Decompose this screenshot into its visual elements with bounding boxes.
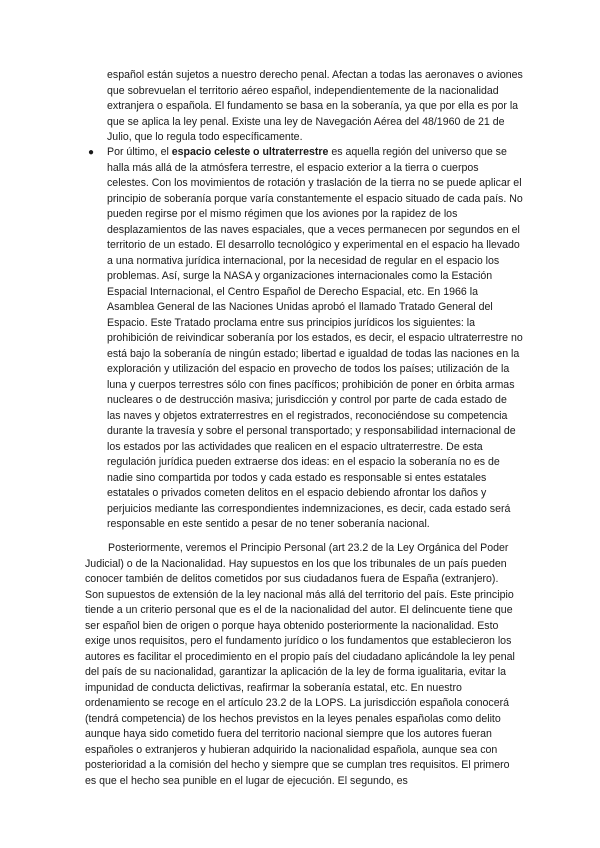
bullet-space-term: espacio celeste o ultraterrestre	[171, 146, 329, 158]
bullet-continuation	[107, 68, 523, 146]
bullet-item-space	[87, 145, 523, 533]
bullet-icon: ●	[87, 147, 95, 158]
paragraph-personal-principle	[85, 541, 518, 789]
bullet-space-text	[107, 145, 523, 533]
bullet-space-body: es aquella región del universo que se halla más allá de la atmósfera terrestre, el espacio exterior a la tierra o cuerpos celestes. Con los movimientos de rotación y traslación de la tierra no se puede aplicar el principio de soberanía porque varía constantemente el espacio situado de cada país. No pueden regirse por el mismo régimen que los aviones por la rapidez de los desplazamientos de las naves espaciales, que a veces permanecen por segundos en el territorio de un estado. El desarrollo tecnológico y experimental en el espacio ha llevado a una normativa jurídica internacional, por la necesidad de regular en el espacio los problemas. Así, surge la NASA y organizaciones internacionales como la Estación Espacial Internacional, el Centro Español de Derecho Espacial, etc. En 1966 la Asamblea General de las Naciones Unidas aprobó el llamado Tratado General del Espacio. Este Tratado proclama entre sus principios jurídicos los siguientes: la prohibición de reivindicar soberanía por los estados, es decir, el espacio ultraterrestre no está bajo la soberanía de ningún estado; libertad e igualdad de todas las naciones en la exploración y utilización del espacio en provecho de todos los países; utilización de la luna y cuerpos terrestres sólo con fines pacíficos; prohibición de poner en órbita armas nucleares o de destrucción masiva; jurisdicción y control por parte de cada estado de las naves y objetos extraterrestres en el registrados, reconociéndose su competencia durante la travesía y sobre el personal transportado; y responsabilidad internacional de los estados por las actividades que realicen en el espacio ultraterrestre. De esta regulación jurídica pueden extraerse dos ideas: en el espacio la soberanía no es de nadie sino compartida por todos y cada estado es responsable si entes estatales estatales o privados cometen delitos en el espacio debiendo afrontar los daños y perjuicios mediante las correspondientes indemnizaciones, es decir, cada estado será responsable en este sentido a pesar de no tener soberanía nacional.	[107, 146, 523, 530]
bullet-continuation-text: español están sujetos a nuestro derecho penal. Afectan a todas las aeronaves o aviones que sobrevuelan el territorio aéreo español, independientemente de la nacionalidad extranjera o española. El fundamento se basa en la soberanía, ya que por ella es por la que se aplica la ley penal. Existe una ley de Navegación Aérea del 48/1960 de 21 de Julio, que lo regula todo específicamente.	[107, 69, 523, 143]
paragraph-personal-text: Posteriormente, veremos el Principio Personal (art 23.2 de la Ley Orgánica del Poder Judicial) o de la Nacionalidad. Hay supuestos en los que los tribunales de un país pueden conocer también de delitos cometidos por sus ciudadanos fuera de España (extranjero). Son supuestos de extensión de la ley nacional más allá del territorio del país. Este principio tiende a un criterio personal que es el de la nacionalidad del autor. El delincuente tiene que ser español bien de origen o porque haya obtenido posteriormente la nacionalidad. Esto exige unos requisitos, pero el fundamento jurídico o los fundamentos que establecieron los autores es facilitar el procedimiento en el propio país del ciudadano aplicándole la ley penal del país de su nacionalidad, garantizar la aplicación de la ley de forma igualitaria, evitar la impunidad de conducta delictivas, reafirmar la soberanía estatal, etc. En nuestro ordenamiento se recoge en el artículo 23.2 de la LOPS. La jurisdicción española conocerá (tendrá competencia) de los hechos previstos en la leyes penales españolas como delito aunque haya sido cometido fuera del territorio nacional siempre que los autores fueran españoles o extranjeros y hubieran adquirido la nacionalidad española, aunque sea con posterioridad a la comisión del hecho y siempre que se cumplan tres requisitos. El primero es que el hecho sea punible en el lugar de ejecución. El segundo, es	[85, 542, 515, 787]
bullet-space-intro: Por último, el	[107, 146, 172, 158]
